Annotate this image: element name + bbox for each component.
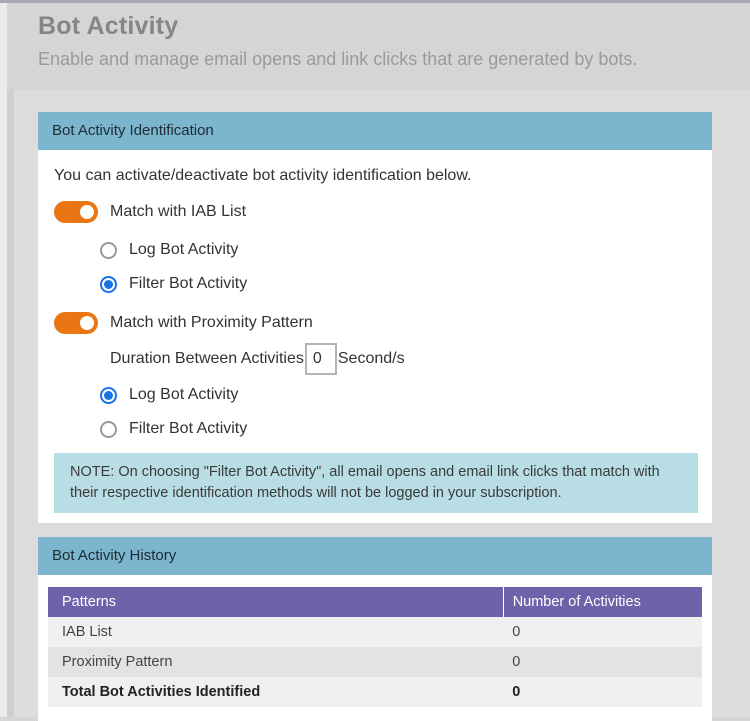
table-row	[48, 617, 702, 647]
content-area	[14, 90, 750, 717]
history-panel	[38, 537, 712, 721]
proximity-log-radio-row	[100, 385, 698, 405]
proximity-toggle-switch[interactable]	[54, 312, 98, 334]
proximity-filter-radio-label: Filter Bot Activity	[129, 420, 248, 437]
proximity-toggle-row	[54, 312, 698, 334]
duration-label: Duration Between Activities	[110, 350, 304, 367]
duration-unit-label: Second/s	[337, 350, 405, 367]
iab-log-radio[interactable]	[100, 242, 117, 259]
page-subtitle: Enable and manage email opens and link clicks that are generated by bots.	[38, 49, 638, 69]
duration-input[interactable]	[305, 343, 337, 375]
history-table	[48, 587, 702, 707]
proximity-filter-radio-row	[100, 419, 698, 439]
pattern-cell: IAB List	[48, 617, 503, 647]
duration-row	[110, 342, 698, 376]
iab-toggle-row	[54, 201, 698, 223]
pattern-cell: Total Bot Activities Identified	[48, 677, 503, 707]
proximity-toggle-label: Match with Proximity Pattern	[110, 314, 313, 331]
iab-filter-radio-label: Filter Bot Activity	[129, 275, 248, 292]
window-left-edge	[0, 3, 7, 717]
identification-intro-text: You can activate/deactivate bot activity identification below.	[54, 167, 472, 184]
radio-dot-icon	[104, 280, 113, 289]
count-cell: 0	[503, 647, 702, 677]
proximity-filter-radio[interactable]	[100, 421, 117, 438]
identification-panel-body	[38, 150, 712, 523]
window-left-edge-inner	[7, 90, 14, 717]
iab-filter-radio-row	[100, 274, 698, 294]
proximity-log-radio[interactable]	[100, 387, 117, 404]
patterns-column-header: Patterns	[48, 587, 503, 617]
identification-panel	[38, 112, 712, 523]
filter-note-box: NOTE: On choosing "Filter Bot Activity", all email opens and email link clicks that match with their respective identification methods will not be logged in your subscription.	[54, 453, 698, 513]
proximity-log-radio-label: Log Bot Activity	[129, 386, 239, 403]
pattern-cell: Proximity Pattern	[48, 647, 503, 677]
table-total-row	[48, 677, 702, 707]
radio-dot-icon	[104, 425, 113, 434]
count-column-header: Number of Activities	[503, 587, 702, 617]
iab-log-radio-label: Log Bot Activity	[129, 241, 239, 258]
count-cell: 0	[503, 677, 702, 707]
page-header	[14, 3, 750, 90]
history-panel-body	[38, 575, 712, 721]
table-row	[48, 647, 702, 677]
radio-dot-icon	[104, 391, 113, 400]
toggle-knob-icon	[77, 313, 97, 333]
identification-panel-header: Bot Activity Identification	[38, 112, 712, 150]
radio-dot-icon	[104, 246, 113, 255]
history-panel-header: Bot Activity History	[38, 537, 712, 575]
iab-filter-radio[interactable]	[100, 276, 117, 293]
page-title: Bot Activity	[38, 12, 179, 40]
history-table-header-row	[48, 587, 702, 617]
toggle-knob-icon	[77, 202, 97, 222]
iab-log-radio-row	[100, 240, 698, 260]
count-cell: 0	[503, 617, 702, 647]
iab-toggle-label: Match with IAB List	[110, 203, 247, 220]
iab-toggle-switch[interactable]	[54, 201, 98, 223]
